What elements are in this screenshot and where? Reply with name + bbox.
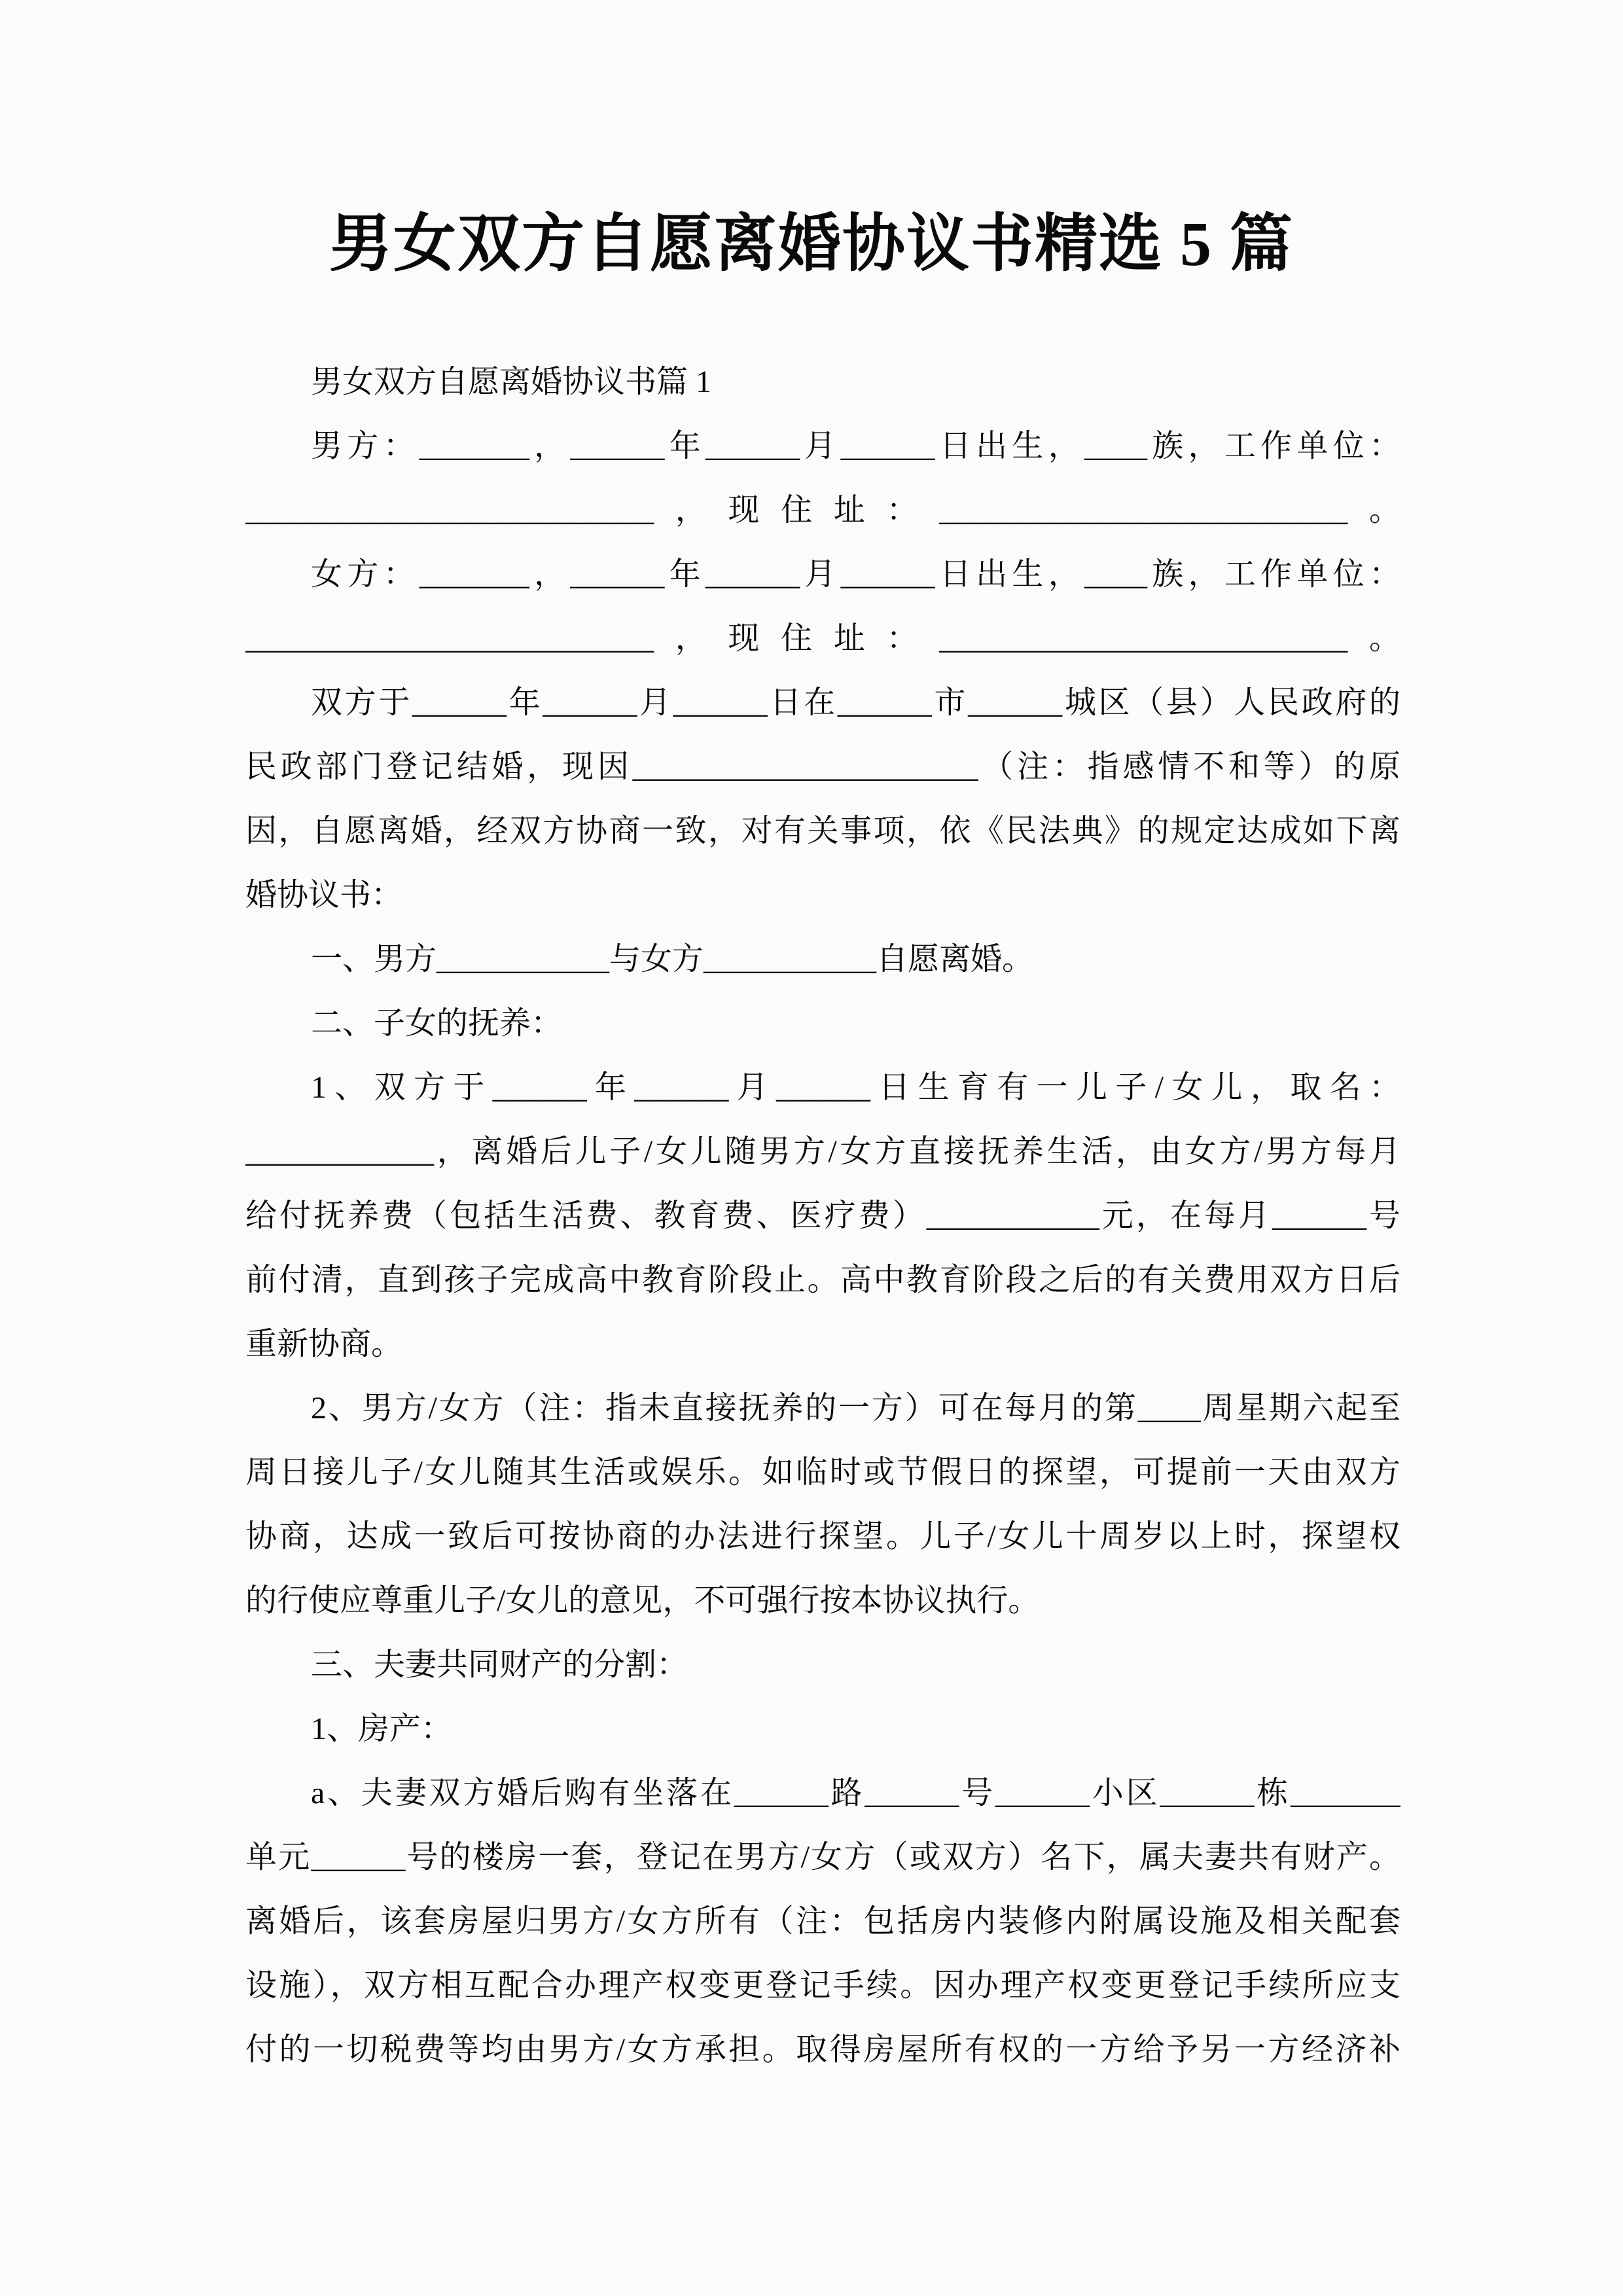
document-line: 三、夫妻共同财产的分割：	[311, 1647, 688, 1682]
document-line: 设施），双方相互配合办理产权变更登记手续。因办理产权变更登记手续所应支	[245, 1968, 1400, 2003]
document-line: 周日接儿子/女儿随其生活或娱乐。如临时或节假日的探望，可提前一天由双方	[245, 1455, 1400, 1490]
document-line: 因，自愿离婚，经双方协商一致，对有关事项，依《民法典》的规定达成如下离	[245, 814, 1400, 848]
document-line: 离婚后，该套房屋归男方/女方所有（注：包括房内装修内附属设施及相关配套	[245, 1904, 1400, 1939]
document-line: 前付清，直到孩子完成高中教育阶段止。高中教育阶段之后的有关费用双方日后	[245, 1263, 1400, 1297]
document-body	[245, 350, 1400, 2082]
document-line: 单元______号的楼房一套，登记在男方/女方（或双方）名下，属夫妻共有财产。	[245, 1840, 1400, 1874]
document-line: __________________________，现住址：__________________________。	[245, 493, 1400, 528]
document-line: 2、男方/女方（注：指未直接抚养的一方）可在每月的第____周星期六起至	[311, 1391, 1400, 1426]
document-line: 双方于______年______月______日在______市______城区（县）人民政府的	[311, 685, 1400, 720]
document-line: 女方：_______，______年______月______日出生，____族，工作单位：	[311, 557, 1400, 592]
document-line: 男女双方自愿离婚协议书篇 1	[311, 365, 712, 399]
document-line: 付的一切税费等均由男方/女方承担。取得房屋所有权的一方给予另一方经济补	[245, 2032, 1400, 2067]
document-line: 的行使应尊重儿子/女儿的意见，不可强行按本协议执行。	[245, 1583, 1040, 1618]
document-line: 民政部门登记结婚，现因______________________（注：指感情不和等）的原	[245, 749, 1400, 784]
document-line: ____________，离婚后儿子/女儿随男方/女方直接抚养生活，由女方/男方每月	[245, 1134, 1400, 1169]
document-line: a、夫妻双方婚后购有坐落在______路______号______小区______栋_______	[311, 1776, 1400, 1810]
document-line: 重新协商。	[245, 1327, 403, 1361]
document-line: 婚协议书：	[245, 878, 403, 912]
document-line: 给付抚养费（包括生活费、教育费、医疗费）___________元，在每月______号	[245, 1198, 1400, 1233]
document-title: 男女双方自愿离婚协议书精选 5 篇	[329, 209, 1294, 279]
document-line: 协商，达成一致后可按协商的办法进行探望。儿子/女儿十周岁以上时，探望权	[245, 1519, 1400, 1554]
document-line: 一、男方___________与女方___________自愿离婚。	[311, 942, 1034, 977]
document-line: 二、子女的抚养：	[311, 1006, 563, 1041]
document-line: 男方：_______，______年______月______日出生，____族，工作单位：	[311, 429, 1400, 463]
document-line: 1、房产：	[311, 1712, 453, 1746]
document-line: 1、双方于______年______月______日生育有一儿子/女儿，取名：	[311, 1070, 1400, 1105]
document-line: __________________________，现住址：__________________________。	[245, 621, 1400, 656]
